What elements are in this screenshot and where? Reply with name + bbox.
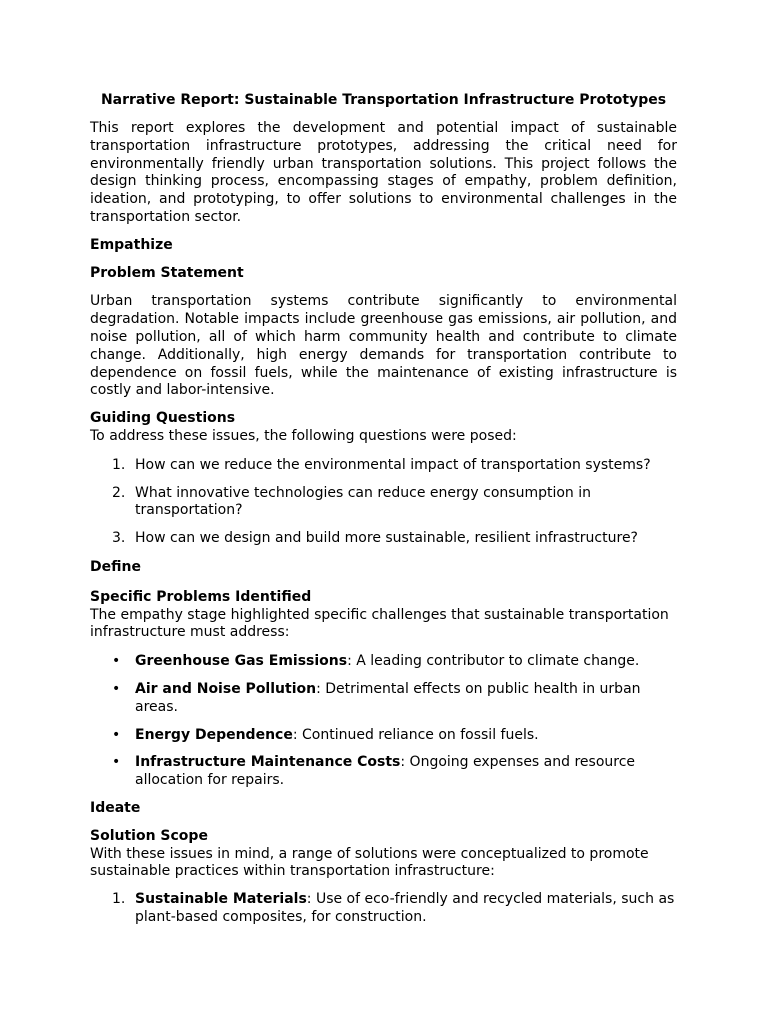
- define-heading: Define: [90, 558, 141, 575]
- list-item: [90, 681, 677, 717]
- list-number: 1.: [112, 456, 126, 473]
- guiding-questions-intro: To address these issues, the following questions were posed:: [90, 427, 517, 444]
- guiding-questions-list: [90, 457, 677, 548]
- problem-term: Greenhouse Gas Emissions: [135, 653, 348, 670]
- problem-desc: : Continued reliance on fossil fuels.: [292, 726, 539, 743]
- list-item: [90, 754, 677, 790]
- problem-term: Air and Noise Pollution: [135, 680, 317, 697]
- specific-problems-heading: Specific Problems Identified: [90, 588, 312, 605]
- list-item: [90, 485, 677, 521]
- list-item: [90, 653, 677, 671]
- list-item-text: How can we design and build more sustainable, resilient infrastructure?: [135, 530, 638, 547]
- problem-statement-heading: Problem Statement: [90, 264, 244, 281]
- list-item-text: What innovative technologies can reduce energy consumption in transportation?: [135, 484, 591, 519]
- bullet-icon: •: [112, 653, 121, 670]
- ideate-heading: Ideate: [90, 799, 141, 816]
- solution-desc: : Use of eco-friendly and recycled materials, such as plant-based composites, for construction.: [135, 891, 675, 925]
- list-item: [90, 727, 677, 745]
- solution-term: Sustainable Materials: [135, 891, 307, 908]
- list-number: 2.: [112, 484, 126, 501]
- list-number: 1.: [112, 891, 126, 908]
- list-item-text: How can we reduce the environmental impact of transportation systems?: [135, 456, 651, 473]
- problem-statement-text: Urban transportation systems contribute significantly to environmental degradation. Notable impacts include greenhouse gas emissions, air pollution, and noise pollution, all of which harm community health and contribute to climate change. Additionally, high energy demands for transportation contribute to dependence on fossil fuels, while the maintenance of existing infrastructure is costly and labor-intensive.: [90, 293, 677, 399]
- specific-problems-intro: The empathy stage highlighted specific challenges that sustainable transportation infrastructure must address:: [90, 606, 669, 641]
- list-item: [90, 891, 677, 927]
- list-item: [90, 457, 677, 475]
- specific-problems-list: [90, 653, 677, 790]
- problem-term: Energy Dependence: [135, 726, 293, 743]
- problem-desc: : A leading contributor to climate change.: [347, 653, 640, 670]
- list-number: 3.: [112, 530, 126, 547]
- solution-scope-heading: Solution Scope: [90, 827, 208, 844]
- bullet-icon: •: [112, 726, 121, 743]
- bullet-icon: •: [112, 754, 121, 771]
- document-body: [90, 91, 677, 927]
- problem-term: Infrastructure Maintenance Costs: [135, 754, 401, 771]
- intro-paragraph: This report explores the development and potential impact of sustainable transportation infrastructure prototypes, addressing the critical need for environmentally friendly urban transportation solutions. This project follows the design thinking process, encompassing stages of empathy, problem definition, ideation, and prototyping, to offer solutions to environmental challenges in the transportation sector.: [90, 120, 677, 225]
- empathize-heading: Empathize: [90, 236, 173, 253]
- bullet-icon: •: [112, 680, 121, 697]
- guiding-questions-heading: Guiding Questions: [90, 410, 236, 427]
- list-item: [90, 530, 677, 548]
- solutions-list: [90, 891, 677, 927]
- problem-desc: : Detrimental effects on public health in urban areas.: [135, 680, 641, 715]
- solution-scope-intro: With these issues in mind, a range of solutions were conceptualized to promote sustainable practices within transportation infrastructure:: [90, 845, 649, 880]
- report-title: Narrative Report: Sustainable Transportation Infrastructure Prototypes: [100, 92, 667, 108]
- problem-desc: : Ongoing expenses and resource allocation for repairs.: [135, 754, 636, 789]
